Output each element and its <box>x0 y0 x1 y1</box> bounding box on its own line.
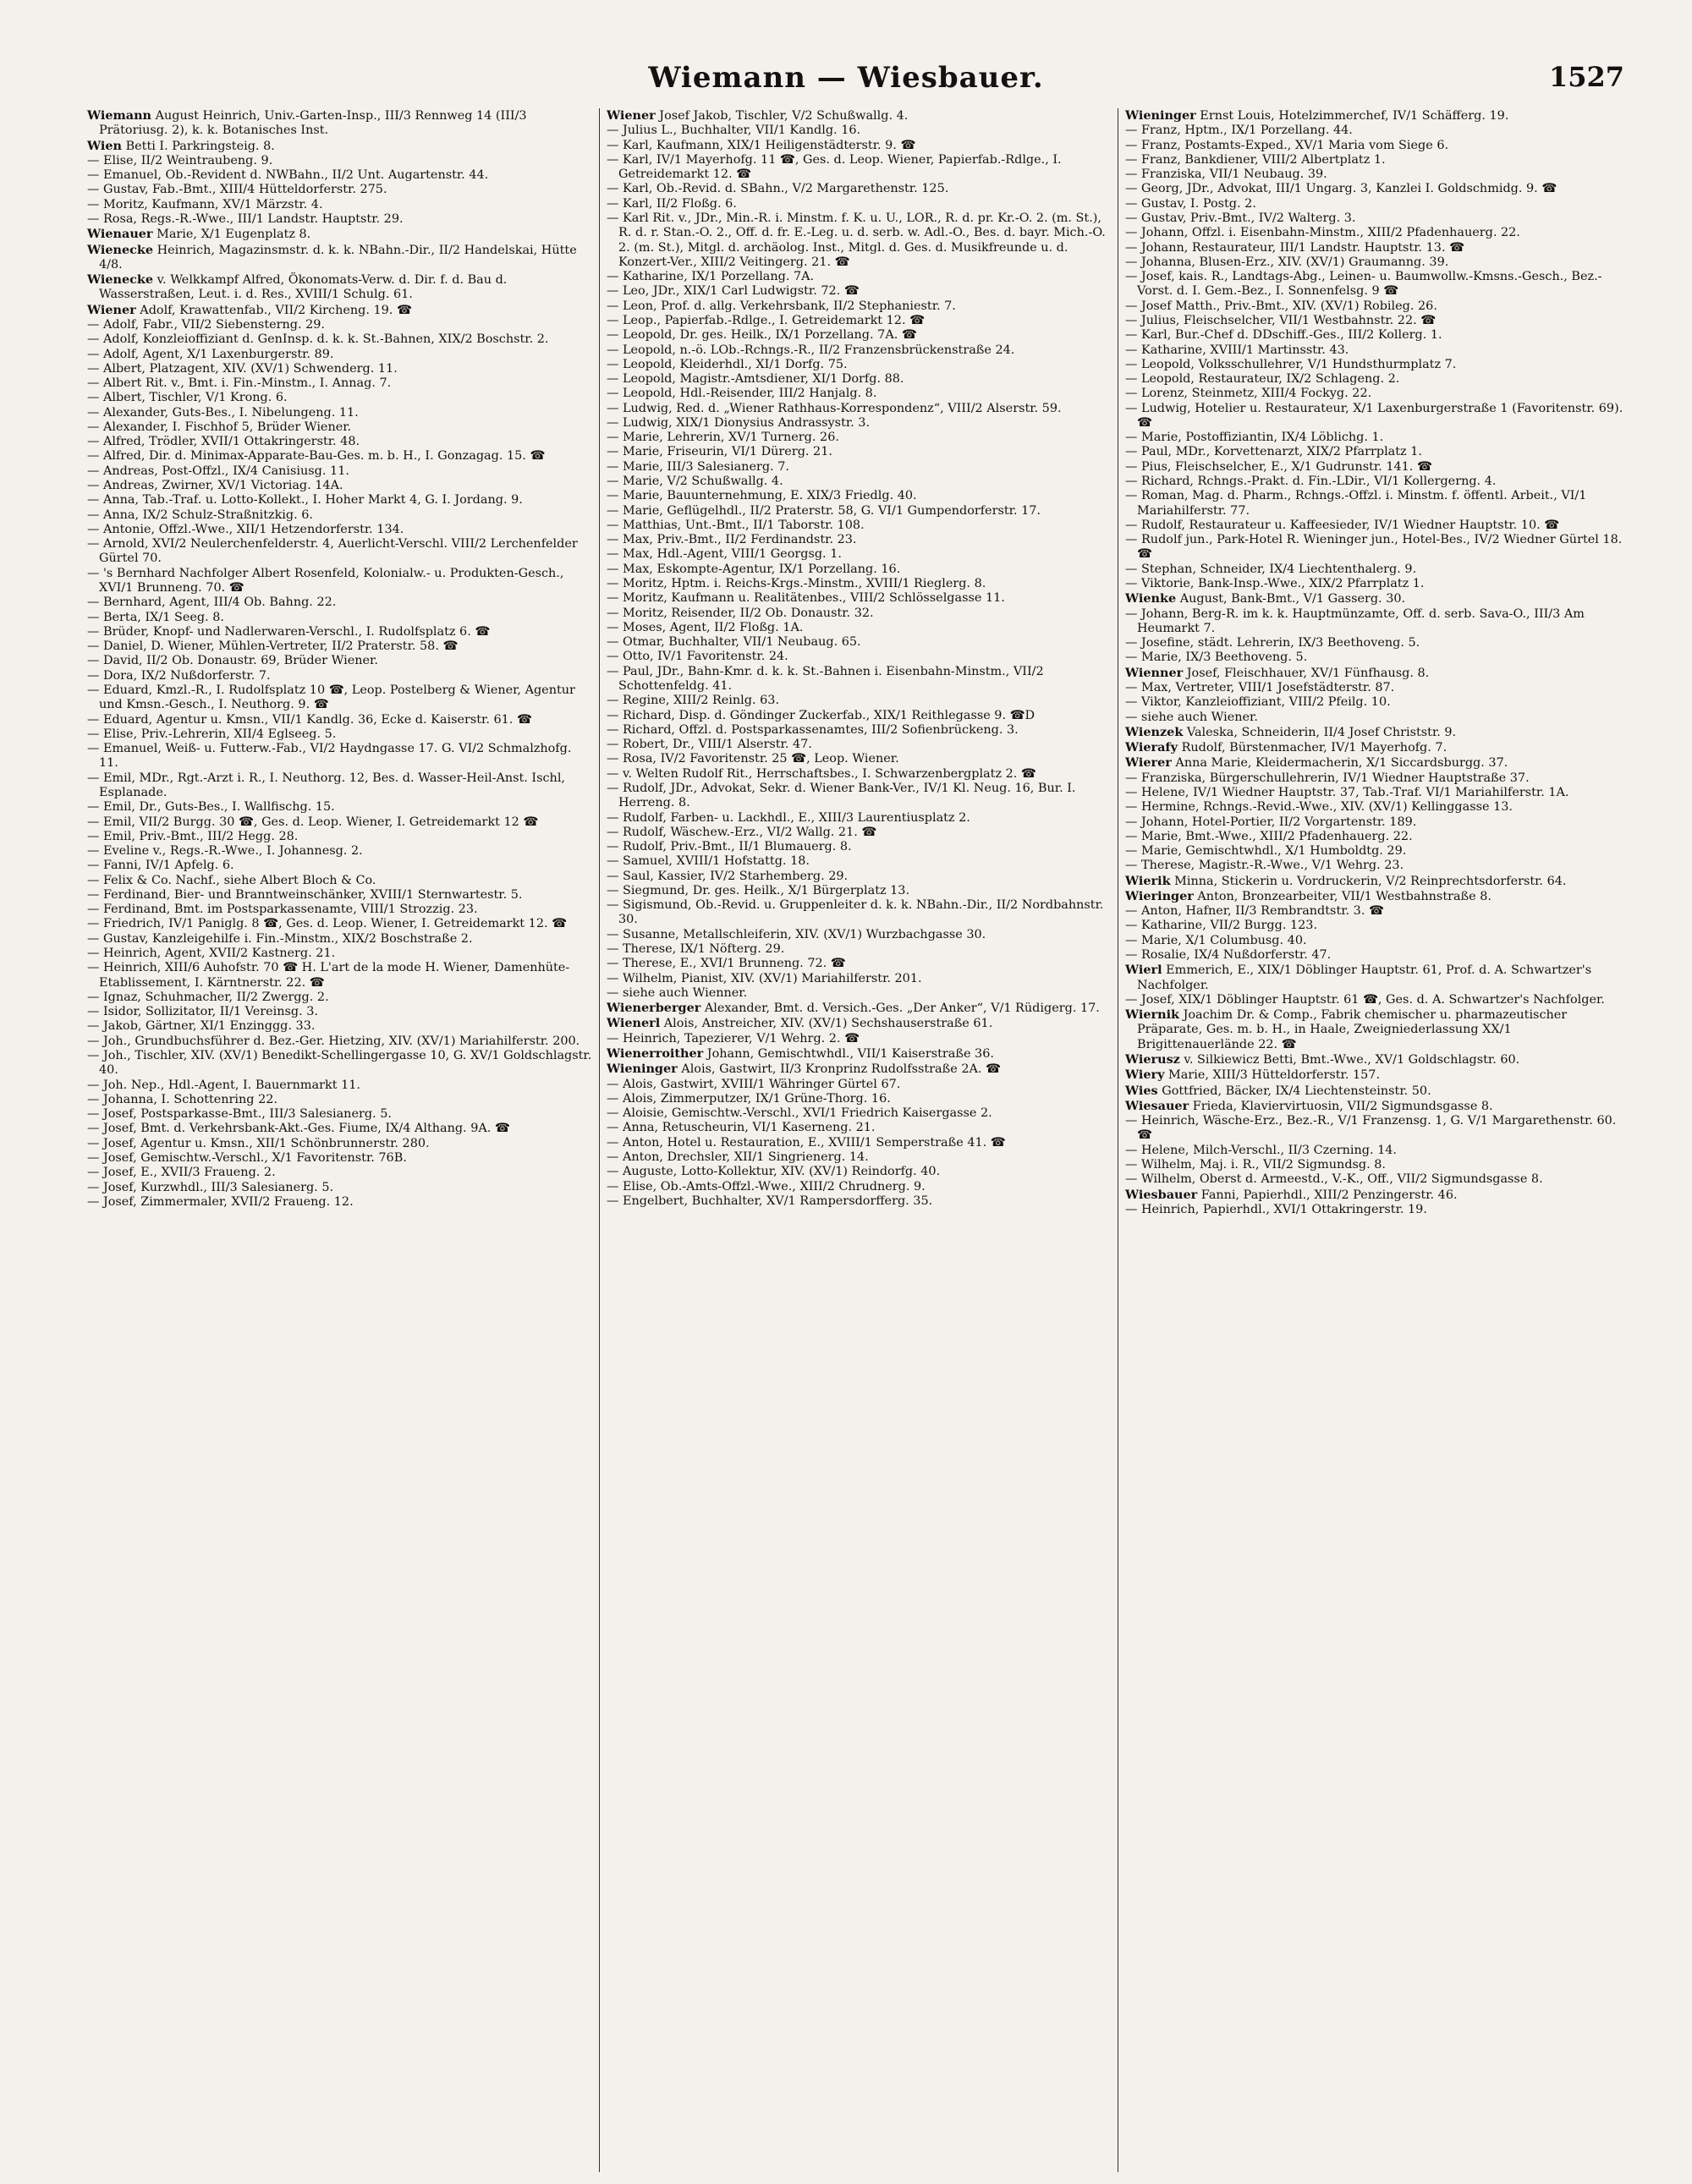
directory-entry: — Anton, Hotel u. Restauration, E., XVIII/1 Semperstraße 41. ☎ <box>607 1135 1006 1150</box>
directory-entry: — Ferdinand, Bmt. im Postsparkassenamte, VIII/1 Strozzig. 23. <box>87 903 478 917</box>
directory-entry: — Marie, Geflügelhdl., II/2 Praterstr. 58, G. VI/1 Gumpendorferstr. 17. <box>607 503 1041 518</box>
directory-entry: — Rosalie, IX/4 Nußdorferstr. 47. <box>1125 948 1332 963</box>
directory-entry: — Richard, Disp. d. Göndinger Zuckerfab., XIX/1 Reithlegasse 9. ☎D <box>607 708 1036 722</box>
directory-entry: — Josef, XIX/1 Döblinger Hauptstr. 61 ☎, Ges. d. A. Schwartzer's Nachfolger. <box>1125 992 1605 1007</box>
directory-entry: Wienecke Heinrich, Magazinsmstr. d. k. k. NBahn.-Dir., II/2 Handelskai, Hütte 4/8. <box>87 242 577 272</box>
directory-entry: — Joh. Nep., Hdl.-Agent, I. Bauernmarkt 11. <box>87 1078 360 1092</box>
directory-entry: — Heinrich, XIII/6 Auhofstr. 70 ☎ H. L'art de la mode H. Wiener, Damenhüte-Etablissement, I. Kärntnerstr. 22. ☎ <box>87 961 570 990</box>
directory-entry: — Adolf, Fabr., VII/2 Siebensterng. 29. <box>87 317 326 332</box>
directory-entry: — Anna, Retuscheurin, VI/1 Kaserneng. 21. <box>607 1121 876 1135</box>
directory-entry: — Katharine, IX/1 Porzellang. 7A. <box>607 270 815 284</box>
directory-entry: — Brüder, Knopf- und Nadlerwaren-Verschl., I. Rudolfsplatz 6. ☎ <box>87 624 491 639</box>
directory-entry: — Marie, Lehrerin, XV/1 Turnerg. 26. <box>607 431 839 445</box>
directory-entry: — Alois, Zimmerputzer, IX/1 Grüne-Thorg. 16. <box>607 1091 891 1106</box>
directory-entry: Wien Betti I. Parkringsteig. 8. <box>87 138 275 153</box>
directory-entry: — Moritz, Reisender, II/2 Ob. Donaustr. 32. <box>607 606 874 620</box>
directory-entry: — Ludwig, Red. d. „Wiener Rathhaus-Korrespondenz“, VIII/2 Alserstr. 59. <box>607 401 1062 415</box>
directory-entry: — Johanna, Blusen-Erz., XIV. (XV/1) Graumanng. 39. <box>1125 255 1449 269</box>
directory-entry: — Ludwig, XIX/1 Dionysius Andrassystr. 3. <box>607 415 871 430</box>
directory-entry: — Karl, Kaufmann, XIX/1 Heiligenstädterstr. 9. ☎ <box>607 138 916 152</box>
directory-entry: — Heinrich, Papierhdl., XVI/1 Ottakringerstr. 19. <box>1125 1202 1427 1216</box>
directory-entry: — Hermine, Rchngs.-Revid.-Wwe., XIV. (XV/1) Kellinggasse 13. <box>1125 800 1513 815</box>
directory-entry: — Berta, IX/1 Seeg. 8. <box>87 610 224 624</box>
directory-entry: — Therese, IX/1 Nöfterg. 29. <box>607 942 785 957</box>
directory-entry: — Josef, kais. R., Landtags-Abg., Leinen- u. Baumwollw.-Kmsns.-Gesch., Bez.-Vorst. d. I. Gem.-Bez., I. Sonnenfelsg. 9 ☎ <box>1125 270 1602 299</box>
directory-entry: — Josefine, städt. Lehrerin, IX/3 Beethoveng. 5. <box>1125 636 1420 650</box>
directory-entry: — David, II/2 Ob. Donaustr. 69, Brüder Wiener. <box>87 654 378 668</box>
directory-entry: — Rosa, IV/2 Favoritenstr. 25 ☎, Leop. Wiener. <box>607 752 899 766</box>
directory-entry: — Antonie, Offzl.-Wwe., XII/1 Hetzendorferstr. 134. <box>87 522 404 536</box>
directory-entry: — Karl, II/2 Floßg. 6. <box>607 196 737 211</box>
directory-entry: — Eduard, Agentur u. Kmsn., VII/1 Kandlg. 36, Ecke d. Kaiserstr. 61. ☎ <box>87 712 532 727</box>
directory-entry: — Katharine, XVIII/1 Martinsstr. 43. <box>1125 343 1349 357</box>
directory-entry: — Rudolf, Farben- u. Lackhdl., E., XIII/3 Laurentiusplatz 2. <box>607 810 970 825</box>
directory-entry: — Emil, Dr., Guts-Bes., I. Wallfischg. 15. <box>87 800 335 815</box>
directory-entry: — Alexander, Guts-Bes., I. Nibelungeng. 11. <box>87 405 359 420</box>
directory-entry: — Dora, IX/2 Nußdorferstr. 7. <box>87 668 271 683</box>
directory-entry: — Franz, Postamts-Exped., XV/1 Maria vom Siege 6. <box>1125 138 1449 152</box>
directory-entry: — Viktor, Kanzleioffiziant, VIII/2 Pfeilg. 10. <box>1125 695 1391 710</box>
directory-entry: — Wilhelm, Oberst d. Armeestd., V.-K., Off., VII/2 Sigmundsgasse 8. <box>1125 1172 1543 1187</box>
directory-entry: — Anton, Hafner, II/3 Rembrandtstr. 3. ☎ <box>1125 904 1384 919</box>
directory-entry: — Elise, II/2 Weintraubeng. 9. <box>87 153 273 167</box>
directory-entry: — Johanna, I. Schottenring 22. <box>87 1092 277 1106</box>
directory-entry: — Helene, IV/1 Wiedner Hauptstr. 37, Tab.-Traf. VI/1 Mariahilferstr. 1A. <box>1125 785 1569 799</box>
directory-entry: — Heinrich, Wäsche-Erz., Bez.-R., V/1 Franzensg. 1, G. V/1 Margarethenstr. 60. ☎ <box>1125 1114 1617 1143</box>
directory-entry: — Albert, Tischler, V/1 Krong. 6. <box>87 391 288 405</box>
directory-entry: — Auguste, Lotto-Kollektur, XIV. (XV/1) Reindorfg. 40. <box>607 1165 941 1179</box>
directory-entry: — Aloisie, Gemischtw.-Verschl., XVI/1 Friedrich Kaisergasse 2. <box>607 1106 992 1121</box>
directory-entry: — Roman, Mag. d. Pharm., Rchngs.-Offzl. i. Minstm. f. öffentl. Arbeit., VI/1 Mariahilferstr. 77. <box>1125 489 1587 518</box>
directory-entry: — Viktorie, Bank-Insp.-Wwe., XIX/2 Pfarrplatz 1. <box>1125 577 1425 590</box>
directory-entry: — Johann, Restaurateur, III/1 Landstr. Hauptstr. 13. ☎ <box>1125 240 1465 255</box>
directory-entry: — Rudolf, JDr., Advokat, Sekr. d. Wiener Bank-Ver., IV/1 Kl. Neug. 16, Bur. I. Herreng. 8. <box>607 781 1076 810</box>
directory-entry: — Therese, Magistr.-R.-Wwe., V/1 Wehrg. 23. <box>1125 859 1404 873</box>
directory-entry: Wienzek Valeska, Schneiderin, II/4 Josef Christstr. 9. <box>1125 724 1457 739</box>
directory-entry: — Emanuel, Ob.-Revident d. NWBahn., II/2 Unt. Augartenstr. 44. <box>87 168 489 183</box>
directory-entry: — Leopold, Restaurateur, IX/2 Schlageng. 2. <box>1125 372 1400 387</box>
directory-entry: — Rudolf jun., Park-Hotel R. Wieninger jun., Hotel-Bes., IV/2 Wiedner Gürtel 18. ☎ <box>1125 533 1623 562</box>
directory-entry: — Max, Eskompte-Agentur, IX/1 Porzellang. 16. <box>607 562 901 576</box>
directory-entry: — Jakob, Gärtner, XI/1 Enzinggg. 33. <box>87 1019 316 1034</box>
directory-entry: — v. Welten Rudolf Rit., Herrschaftsbes., I. Schwarzenbergplatz 2. ☎ <box>607 766 1036 781</box>
directory-entry: — Johann, Offzl. i. Eisenbahn-Minstm., XIII/2 Pfadenhauerg. 22. <box>1125 226 1520 240</box>
directory-entry: — Leopold, Magistr.-Amtsdiener, XI/1 Dorfg. 88. <box>607 372 904 387</box>
directory-entry: — Julius, Fleischselcher, VII/1 Westbahnstr. 22. ☎ <box>1125 313 1437 327</box>
directory-entry: — Richard, Offzl. d. Postsparkassenamtes, III/2 Sofienbrückeng. 3. <box>607 722 1019 737</box>
directory-entry: — Ludwig, Hotelier u. Restaurateur, X/1 Laxenburgerstraße 1 (Favoritenstr. 69). ☎ <box>1125 401 1623 430</box>
directory-entry: — Bernhard, Agent, III/4 Ob. Bahng. 22. <box>87 595 337 610</box>
directory-entry: — Alfred, Dir. d. Minimax-Apparate-Bau-Ges. m. b. H., I. Gonzagag. 15. ☎ <box>87 449 546 464</box>
directory-entry: — Marie, III/3 Salesianerg. 7. <box>607 459 789 474</box>
directory-entry: — Leopold, Dr. ges. Heilk., IX/1 Porzellang. 7A. ☎ <box>607 328 917 343</box>
directory-entry: — Marie, Postoffiziantin, IX/4 Löblichg. 1. <box>1125 431 1384 445</box>
directory-entry: Wienerl Alois, Anstreicher, XIV. (XV/1) Sechshauserstraße 61. <box>607 1016 993 1031</box>
directory-entry: — Max, Priv.-Bmt., II/2 Ferdinandstr. 23. <box>607 533 857 547</box>
directory-entry: — Josef, Postsparkasse-Bmt., III/3 Salesianerg. 5. <box>87 1107 392 1122</box>
directory-entry: Wienke August, Bank-Bmt., V/1 Gasserg. 30. <box>1125 591 1406 606</box>
directory-entry: Wierafy Rudolf, Bürstenmacher, IV/1 Mayerhofg. 7. <box>1125 740 1448 755</box>
directory-entry: Wiesauer Frieda, Klaviervirtuosin, VII/2 Sigmundsgasse 8. <box>1125 1098 1493 1113</box>
directory-entry: — Isidor, Sollizitator, II/1 Vereinsg. 3. <box>87 1005 319 1019</box>
directory-entry: Wierusz v. Silkiewicz Betti, Bmt.-Wwe., XV/1 Goldschlagstr. 60. <box>1125 1052 1520 1067</box>
directory-entry: Wierer Anna Marie, Kleidermacherin, X/1 Siccardsburgg. 37. <box>1125 755 1508 771</box>
directory-entry: — Wilhelm, Maj. i. R., VII/2 Sigmundsg. 8. <box>1125 1157 1387 1172</box>
directory-entry: — Samuel, XVIII/1 Hofstattg. 18. <box>607 854 810 869</box>
directory-entry: — Leopold, Kleiderhdl., XI/1 Dorfg. 75. <box>607 357 848 371</box>
directory-entry: — Sigismund, Ob.-Revid. u. Gruppenleiter d. k. k. NBahn.-Dir., II/2 Nordbahnstr. 30. <box>607 898 1104 927</box>
directory-entry: Wienecke v. Welkkampf Alfred, Ökonomats-Verw. d. Dir. f. d. Bau d. Wasserstraßen, Leut. i. d. Res., XVIII/1 Schulg. 61. <box>87 272 508 302</box>
directory-entry: — Gustav, Fab.-Bmt., XIII/4 Hütteldorferstr. 275. <box>87 183 387 197</box>
directory-entry: — Julius L., Buchhalter, VII/1 Kandlg. 16. <box>607 123 861 138</box>
directory-entry: — Rudolf, Restaurateur u. Kaffeesieder, IV/1 Wiedner Hauptstr. 10. ☎ <box>1125 518 1560 532</box>
directory-entry: — Andreas, Zwirner, XV/1 Victoriag. 14A. <box>87 479 343 493</box>
directory-entry: — Georg, JDr., Advokat, III/1 Ungarg. 3, Kanzlei I. Goldschmidg. 9. ☎ <box>1125 182 1557 196</box>
directory-entry: Wienerroither Johann, Gemischtwhdl., VII/1 Kaiserstraße 36. <box>607 1046 994 1061</box>
directory-entry: — Moritz, Kaufmann u. Realitätenbes., VIII/2 Schlösselgasse 11. <box>607 591 1005 606</box>
directory-entry: — Josef, Gemischtw.-Verschl., X/1 Favoritenstr. 76B. <box>87 1150 407 1165</box>
directory-entry: — Emanuel, Weiß- u. Futterw.-Fab., VI/2 Haydngasse 17. G. VI/2 Schmalzhofg. 11. <box>87 742 572 771</box>
directory-entry: — Anton, Drechsler, XII/1 Singrienerg. 14. <box>607 1150 869 1164</box>
directory-entry: — Emil, VII/2 Burgg. 30 ☎, Ges. d. Leop. Wiener, I. Getreidemarkt 12 ☎ <box>87 815 539 829</box>
directory-entry: — Max, Hdl.-Agent, VIII/1 Georgsg. 1. <box>607 547 842 562</box>
directory-entry: — Joh., Grundbuchsführer d. Bez.-Ger. Hietzing, XIV. (XV/1) Mariahilferstr. 200. <box>87 1034 580 1048</box>
directory-entry: — Siegmund, Dr. ges. Heilk., X/1 Bürgerplatz 13. <box>607 883 910 897</box>
directory-entry: — Alexander, I. Fischhof 5, Brüder Wiener. <box>87 420 352 434</box>
directory-entry: Wienerberger Alexander, Bmt. d. Versich.-Ges. „Der Anker“, V/1 Rüdigerg. 17. <box>607 1001 1100 1016</box>
directory-entry: — Leopold, Hdl.-Reisender, III/2 Hanjalg. 8. <box>607 387 877 401</box>
directory-entry: — Wilhelm, Pianist, XIV. (XV/1) Mariahilferstr. 201. <box>607 971 922 985</box>
directory-entry: — Katharine, VII/2 Burgg. 123. <box>1125 919 1318 933</box>
directory-entry: — Andreas, Post-Offzl., IX/4 Canisiusg. 11. <box>87 464 349 478</box>
column-middle <box>599 108 1118 2172</box>
directory-entry: Wieninger Alois, Gastwirt, II/3 Kronprinz Rudolfsstraße 2A. ☎ <box>607 1062 1001 1077</box>
directory-entry: — Lorenz, Steinmetz, XIII/4 Fockyg. 22. <box>1125 387 1372 401</box>
directory-entry: Wienauer Marie, X/1 Eugenplatz 8. <box>87 227 311 242</box>
directory-entry: — Leopold, n.-ö. LOb.-Rchngs.-R., II/2 Franzensbrückenstraße 24. <box>607 343 1015 357</box>
directory-entry: — Therese, E., XVI/1 Brunneng. 72. ☎ <box>607 957 846 971</box>
directory-entry: — Josef Matth., Priv.-Bmt., XIV. (XV/1) Robileg. 26. <box>1125 299 1437 313</box>
directory-entry: — Leopold, Volksschullehrer, V/1 Hundsthurmplatz 7. <box>1125 357 1457 371</box>
directory-entry: — Emil, MDr., Rgt.-Arzt i. R., I. Neuthorg. 12, Bes. d. Wasser-Heil-Anst. Ischl, Esplanade. <box>87 771 565 799</box>
directory-entry: — Karl, Bur.-Chef d. DDschiff.-Ges., III/2 Kollerg. 1. <box>1125 328 1442 343</box>
directory-entry: — Saul, Kassier, IV/2 Starhemberg. 29. <box>607 869 849 883</box>
directory-entry: — Franz, Hptm., IX/1 Porzellang. 44. <box>1125 123 1353 138</box>
directory-entry: — Marie, Gemischtwhdl., X/1 Humboldtg. 29. <box>1125 844 1407 859</box>
directory-entry: — Leon, Prof. d. allg. Verkehrsbank, II/2 Stephaniestr. 7. <box>607 299 956 313</box>
directory-entry: — Josef, E., XVII/3 Fraueng. 2. <box>87 1166 276 1180</box>
directory-entry: — Josef, Bmt. d. Verkehrsbank-Akt.-Ges. Fiume, IX/4 Althang. 9A. ☎ <box>87 1122 510 1136</box>
directory-entry: Wiemann August Heinrich, Univ.-Garten-Insp., III/3 Rennweg 14 (III/3 Prätoriusg. 2), k. k. Botanisches Inst. <box>87 108 527 138</box>
directory-entry: — Anna, Tab.-Traf. u. Lotto-Kollekt., I. Hoher Markt 4, G. I. Jordang. 9. <box>87 493 523 508</box>
directory-entry: — Moritz, Kaufmann, XV/1 Märzstr. 4. <box>87 197 323 211</box>
directory-entry: — Pius, Fleischselcher, E., X/1 Gudrunstr. 141. ☎ <box>1125 459 1432 474</box>
directory-entry: — Leo, JDr., XIX/1 Carl Ludwigstr. 72. ☎ <box>607 284 860 299</box>
directory-entry: — Heinrich, Agent, XVII/2 Kastnerg. 21. <box>87 947 336 961</box>
directory-entry: — Johann, Berg-R. im k. k. Hauptmünzamte, Off. d. serb. Sava-O., III/3 Am Heumarkt 7. <box>1125 606 1585 635</box>
directory-entry: — Gustav, Priv.-Bmt., IV/2 Walterg. 3. <box>1125 211 1356 225</box>
directory-entry: — Max, Vertreter, VIII/1 Josefstädterstr. 87. <box>1125 680 1395 694</box>
directory-entry: — Karl Rit. v., JDr., Min.-R. i. Minstm. f. K. u. U., LOR., R. d. pr. Kr.-O. 2. (m. St.), R. d. r. Stan.-O. 2., Off. d. fr. E.-Leg. u. d. serb. w. Adl.-O., Bes. d. bayr. Mich.-O. 2. (m. St.), Mitgl. d. archäolog. Inst., Mitgl. d. Ges. d. Musikfreunde u. d. Konzert-Ver., XIII/2 Veitingerg. 21. ☎ <box>607 211 1106 269</box>
directory-entry: — Marie, X/1 Columbusg. 40. <box>1125 933 1307 947</box>
directory-entry: — Alfred, Trödler, XVII/1 Ottakringerstr. 48. <box>87 435 360 449</box>
directory-entry: — Karl, IV/1 Mayerhofg. 11 ☎, Ges. d. Leop. Wiener, Papierfab.-Rdlge., I. Getreidemarkt 12. ☎ <box>607 152 1062 182</box>
directory-entry: — Franz, Bankdiener, VIII/2 Albertplatz 1. <box>1125 152 1386 167</box>
directory-entry: — siehe auch Wiener. <box>1125 710 1258 724</box>
directory-entry: — Felix & Co. Nachf., siehe Albert Bloch & Co. <box>87 873 376 887</box>
page-title: Wiemann — Wiesbauer. <box>648 61 1044 95</box>
directory-entry: — Fanni, IV/1 Apfelg. 6. <box>87 859 234 873</box>
directory-entry: — Elise, Ob.-Amts-Offzl.-Wwe., XIII/2 Chrudnerg. 9. <box>607 1179 926 1194</box>
directory-entry: — Marie, IX/3 Beethoveng. 5. <box>1125 650 1308 665</box>
directory-entry: Wiery Marie, XIII/3 Hütteldorferstr. 157. <box>1125 1067 1381 1083</box>
directory-entry: — Heinrich, Tapezierer, V/1 Wehrg. 2. ☎ <box>607 1031 860 1045</box>
directory-entry: Wiesbauer Fanni, Papierhdl., XIII/2 Penzingerstr. 46. <box>1125 1187 1458 1202</box>
directory-entry: — Matthias, Unt.-Bmt., II/1 Taborstr. 108. <box>607 518 865 532</box>
directory-entry: — Marie, Bauunternehmung, E. XIX/3 Friedlg. 40. <box>607 489 917 503</box>
directory-entry: — Rudolf, Priv.-Bmt., II/1 Blumauerg. 8. <box>607 840 852 854</box>
page-number: 1527 <box>1548 61 1624 93</box>
directory-entry: Wierl Emmerich, E., XIX/1 Döblinger Hauptstr. 61, Prof. d. A. Schwartzer's Nachfolger. <box>1125 963 1592 992</box>
directory-entry: — Ignaz, Schuhmacher, II/2 Zwergg. 2. <box>87 990 329 1004</box>
directory-entry: — Marie, Bmt.-Wwe., XIII/2 Pfadenhauerg. 22. <box>1125 829 1413 843</box>
directory-entry: — Engelbert, Buchhalter, XV/1 Rampersdorfferg. 35. <box>607 1194 933 1208</box>
directory-entry: — Rudolf, Wäschew.-Erz., VI/2 Wallg. 21. ☎ <box>607 825 877 839</box>
directory-entry: — Joh., Tischler, XIV. (XV/1) Benedikt-Schellingergasse 10, G. XV/1 Goldschlagstr. 40. <box>87 1049 592 1078</box>
directory-entry: — Moritz, Hptm. i. Reichs-Krgs.-Minstm., XVIII/1 Rieglerg. 8. <box>607 577 986 590</box>
directory-entry: — Otmar, Buchhalter, VII/1 Neubaug. 65. <box>607 635 861 650</box>
directory-entry: — Gustav, I. Postg. 2. <box>1125 196 1256 211</box>
directory-entry: — Josef, Kurzwhdl., III/3 Salesianerg. 5. <box>87 1180 334 1194</box>
directory-entry: — Anna, IX/2 Schulz-Straßnitzkig. 6. <box>87 508 313 522</box>
directory-entry: — siehe auch Wienner. <box>607 985 748 1000</box>
directory-entry: — Gustav, Kanzleigehilfe i. Fin.-Minstm., XIX/2 Boschstraße 2. <box>87 931 473 946</box>
directory-columns <box>80 108 1637 2172</box>
directory-entry: — Marie, Friseurin, VI/1 Dürerg. 21. <box>607 445 832 459</box>
directory-entry: Wierik Minna, Stickerin u. Vordruckerin, V/2 Reinprechtsdorferstr. 64. <box>1125 873 1567 888</box>
directory-entry: Wies Gottfried, Bäcker, IX/4 Liechtensteinstr. 50. <box>1125 1083 1431 1098</box>
directory-entry: — Josef, Zimmermaler, XVII/2 Fraueng. 12. <box>87 1194 354 1209</box>
running-head <box>0 61 1692 103</box>
directory-entry: Wiener Josef Jakob, Tischler, V/2 Schußwallg. 4. <box>607 108 909 123</box>
directory-entry: — 's Bernhard Nachfolger Albert Rosenfeld, Kolonialw.- u. Produkten-Gesch., XVI/1 Brunneng. 70. ☎ <box>87 566 564 595</box>
directory-entry: — Albert, Platzagent, XIV. (XV/1) Schwenderg. 11. <box>87 361 398 376</box>
directory-entry: — Emil, Priv.-Bmt., III/2 Hegg. 28. <box>87 829 299 843</box>
directory-entry: Wienner Josef, Fleischhauer, XV/1 Fünfhausg. 8. <box>1125 665 1430 680</box>
directory-entry: — Karl, Ob.-Revid. d. SBahn., V/2 Margarethenstr. 125. <box>607 182 949 196</box>
directory-entry: — Eveline v., Regs.-R.-Wwe., I. Johannesg. 2. <box>87 844 363 859</box>
directory-entry: — Arnold, XVI/2 Neulerchenfelderstr. 4, Auerlicht-Verschl. VIII/2 Lerchenfelder Gürtel 70. <box>87 537 578 566</box>
directory-entry: — Richard, Rchngs.-Prakt. d. Fin.-LDir., VI/1 Kollergerng. 4. <box>1125 475 1497 489</box>
directory-entry: — Susanne, Metallschleiferin, XIV. (XV/1) Wurzbachgasse 30. <box>607 927 986 941</box>
directory-entry: — Paul, JDr., Bahn-Kmr. d. k. k. St.-Bahnen i. Eisenbahn-Minstm., VII/2 Schottenfeldg. 41. <box>607 664 1044 693</box>
directory-entry: — Eduard, Kmzl.-R., I. Rudolfsplatz 10 ☎, Leop. Postelberg & Wiener, Agentur und Kmsn.-Gesch., I. Neuthorg. 9. ☎ <box>87 683 575 712</box>
directory-entry: — Franziska, VII/1 Neubaug. 39. <box>1125 167 1327 182</box>
directory-entry: — Albert Rit. v., Bmt. i. Fin.-Minstm., I. Annag. 7. <box>87 376 392 391</box>
directory-entry: — Regine, XIII/2 Reinlg. 63. <box>607 694 780 708</box>
directory-entry: — Elise, Priv.-Lehrerin, XII/4 Eglseeg. 5. <box>87 727 337 741</box>
directory-entry: Wieninger Ernst Louis, Hotelzimmerchef, IV/1 Schäfferg. 19. <box>1125 108 1509 123</box>
directory-entry: — Alois, Gastwirt, XVIII/1 Währinger Gürtel 67. <box>607 1077 901 1091</box>
directory-entry: — Stephan, Schneider, IX/4 Liechtenthalerg. 9. <box>1125 562 1417 576</box>
directory-entry: — Ferdinand, Bier- und Branntweinschänker, XVIII/1 Sternwartestr. 5. <box>87 887 523 902</box>
directory-entry: Wiernik Joachim Dr. & Comp., Fabrik chemischer u. pharmazeutischer Präparate, Ges. m. b. H., in Haale, Zweigniederlassung XX/1 Brigittenauerlände 22. ☎ <box>1125 1007 1568 1051</box>
directory-entry: — Paul, MDr., Korvettenarzt, XIX/2 Pfarrplatz 1. <box>1125 445 1422 459</box>
directory-entry: — Helene, Milch-Verschl., II/3 Czerning. 14. <box>1125 1143 1397 1157</box>
column-right <box>1118 108 1636 2172</box>
directory-entry: — Otto, IV/1 Favoritenstr. 24. <box>607 650 788 664</box>
directory-entry: — Adolf, Agent, X/1 Laxenburgerstr. 89. <box>87 347 334 361</box>
directory-entry: Wieringer Anton, Bronzearbeiter, VII/1 Westbahnstraße 8. <box>1125 888 1491 903</box>
directory-entry: — Moses, Agent, II/2 Floßg. 1A. <box>607 620 804 634</box>
column-left <box>80 108 599 2172</box>
directory-entry: Wiener Adolf, Krawattenfab., VII/2 Kircheng. 19. ☎ <box>87 302 412 317</box>
directory-entry: — Leop., Papierfab.-Rdlge., I. Getreidemarkt 12. ☎ <box>607 313 926 327</box>
directory-entry: — Marie, V/2 Schußwallg. 4. <box>607 475 783 489</box>
directory-entry: — Johann, Hotel-Portier, II/2 Vorgartenstr. 189. <box>1125 815 1417 829</box>
directory-entry: — Robert, Dr., VIII/1 Alserstr. 47. <box>607 738 812 752</box>
directory-entry: — Franziska, Bürgerschullehrerin, IV/1 Wiedner Hauptstraße 37. <box>1125 771 1530 785</box>
directory-entry: — Adolf, Konzleioffiziant d. GenInsp. d. k. k. St.-Bahnen, XIX/2 Boschstr. 2. <box>87 332 549 347</box>
directory-entry: — Friedrich, IV/1 Paniglg. 8 ☎, Ges. d. Leop. Wiener, I. Getreidemarkt 12. ☎ <box>87 917 568 931</box>
directory-entry: — Josef, Agentur u. Kmsn., XII/1 Schönbrunnerstr. 280. <box>87 1136 430 1150</box>
directory-entry: — Daniel, D. Wiener, Mühlen-Vertreter, II/2 Praterstr. 58. ☎ <box>87 639 459 654</box>
directory-entry: — Rosa, Regs.-R.-Wwe., III/1 Landstr. Hauptstr. 29. <box>87 211 404 226</box>
